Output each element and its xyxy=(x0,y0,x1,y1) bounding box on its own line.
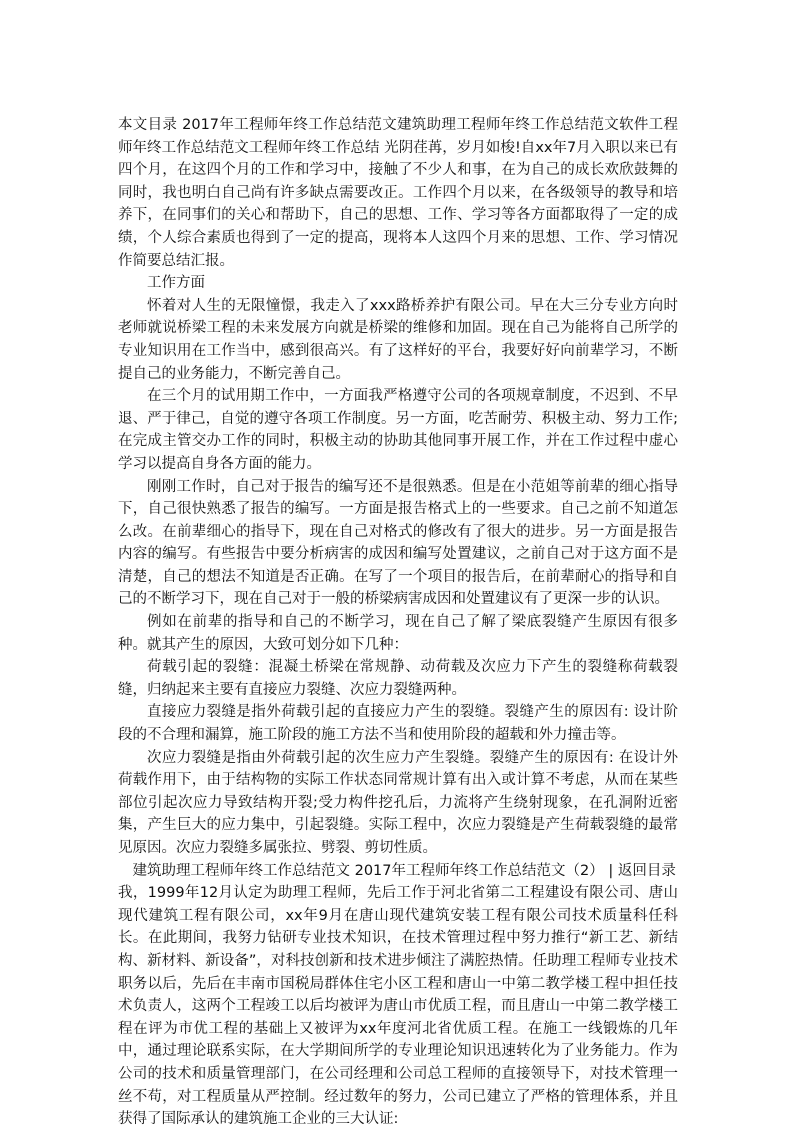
paragraph: 例如在前辈的指导和自己的不断学习，现在自己了解了梁底裂缝产生原因有很多种。就其产生的原因，大致可划分如下几种： xyxy=(118,614,678,653)
paragraph: 怀着对人生的无限憧憬，我走入了xxx路桥养护有限公司。早在大三分专业方向时老师就说桥梁工程的未来发展方向就是桥梁的维修和加固。现在自己为能将自己所学的专业知识用在工作当中，感到很高兴。有了这样好的平台，我要好好向前辈学习，不断提自己的业务能力，不断完善自己。 xyxy=(118,297,678,382)
paragraph: 荷载引起的裂缝：混凝土桥梁在常规静、动荷载及次应力下产生的裂缝称荷载裂缝，归纳起来主要有直接应力裂缝、次应力裂缝两种。 xyxy=(118,659,678,698)
document-body xyxy=(118,114,678,1131)
closing-paragraph: 我，1999年12月认定为助理工程师，先后工作于河北省第二工程建设有限公司、唐山现代建筑工程有限公司，xx年9月在唐山现代建筑安装工程有限公司技术质量科任科长。在此期间，我努力钻研专业技术知识，在技术管理过程中努力推行“新工艺、新结构、新材料、新设备”，对科技创新和技术进步倾注了满腔热情。任助理工程师专业技术职务以后，先后在丰南市国税局群体住宅小区工程和唐山一中第二教学楼工程中担任技术负责人，这两个工程竣工以后均被评为唐山市优质工程，而且唐山一中第二教学楼工程在评为市优工程的基础上又被评为xx年度河北省优质工程。在施工一线锻炼的几年中，通过理论联系实际，在大学期间所学的专业理论知识迅速转化为了业务能力。作为公司的技术和质量管理部门，在公司经理和公司总工程师的直接领导下，对技术管理一丝不苟，对工程质量从严控制。经过数年的努力，公司已建立了严格的管理体系，并且获得了国际承认的建筑施工企业的三大认证: xyxy=(118,885,678,1128)
paragraph: 刚刚工作时，自己对于报告的编写还不是很熟悉。但是在小范姐等前辈的细心指导下，自己很快熟悉了报告的编写。一方面是报告格式上的一些要求。自己之前不知道怎么改。在前辈细心的指导下，现在自己对格式的修改有了很大的进步。另一方面是报告内容的编写。有些报告中要分析病害的成因和编写处置建议，之前自己对于这方面不是清楚，自己的想法不知道是否正确。在写了一个项目的报告后，在前辈耐心的指导和自己的不断学习下，现在自己对于一般的桥梁病害成因和处置建议有了更深一步的认识。 xyxy=(118,478,678,608)
second-section-title: 建筑助理工程师年终工作总结范文 2017年工程师年终工作总结范文（2） | 返回目录 xyxy=(132,862,676,879)
paragraph: 直接应力裂缝是指外荷载引起的直接应力产生的裂缝。裂缝产生的原因有: 设计阶段的不合理和漏算，施工阶段的施工方法不当和使用阶段的超载和外力撞击等。 xyxy=(118,704,678,744)
intro-paragraph: 本文目录 2017年工程师年终工作总结范文建筑助理工程师年终工作总结范文软件工程师年终工作总结范文工程师年终工作总结 光阴荏苒，岁月如梭!自xx年7月入职以来已有四个月，在这四个月的工作和学习中，接触了不少人和事，在为自己的成长欢欣鼓舞的同时，我也明白自己尚有许多缺点需要改正。工作四个月以来，在各级领导的教导和培养下，在同事们的关心和帮助下，自己的思想、工作、学习等各方面都取得了一定的成绩，个人综合素质也得到了一定的提高，现将本人这四个月来的思想、工作、学习情况作简要总结汇报。 xyxy=(118,117,678,269)
section-heading: 工作方面 xyxy=(147,275,205,292)
paragraph: 在三个月的试用期工作中，一方面我严格遵守公司的各项规章制度，不迟到、不早退、严于律己，自觉的遵守各项工作制度。另一方面，吃苦耐劳、积极主动、努力工作;在完成主管交办工作的同时，积极主动的协助其他同事开展工作，并在工作过程中虚心学习以提高自身各方面的能力。 xyxy=(118,388,678,472)
paragraph: 次应力裂缝是指由外荷载引起的次生应力产生裂缝。裂缝产生的原因有: 在设计外荷载作用下，由于结构物的实际工作状态同常规计算有出入或计算不考虑，从而在某些部位引起次应力导致结构开裂;受力构件挖孔后，力流将产生绕射现象，在孔洞附近密集，产生巨大的应力集中，引起裂缝。实际工程中，次应力裂缝是产生荷载裂缝的最常见原因。次应力裂缝多属张拉、劈裂、剪切性质。 xyxy=(118,749,678,856)
